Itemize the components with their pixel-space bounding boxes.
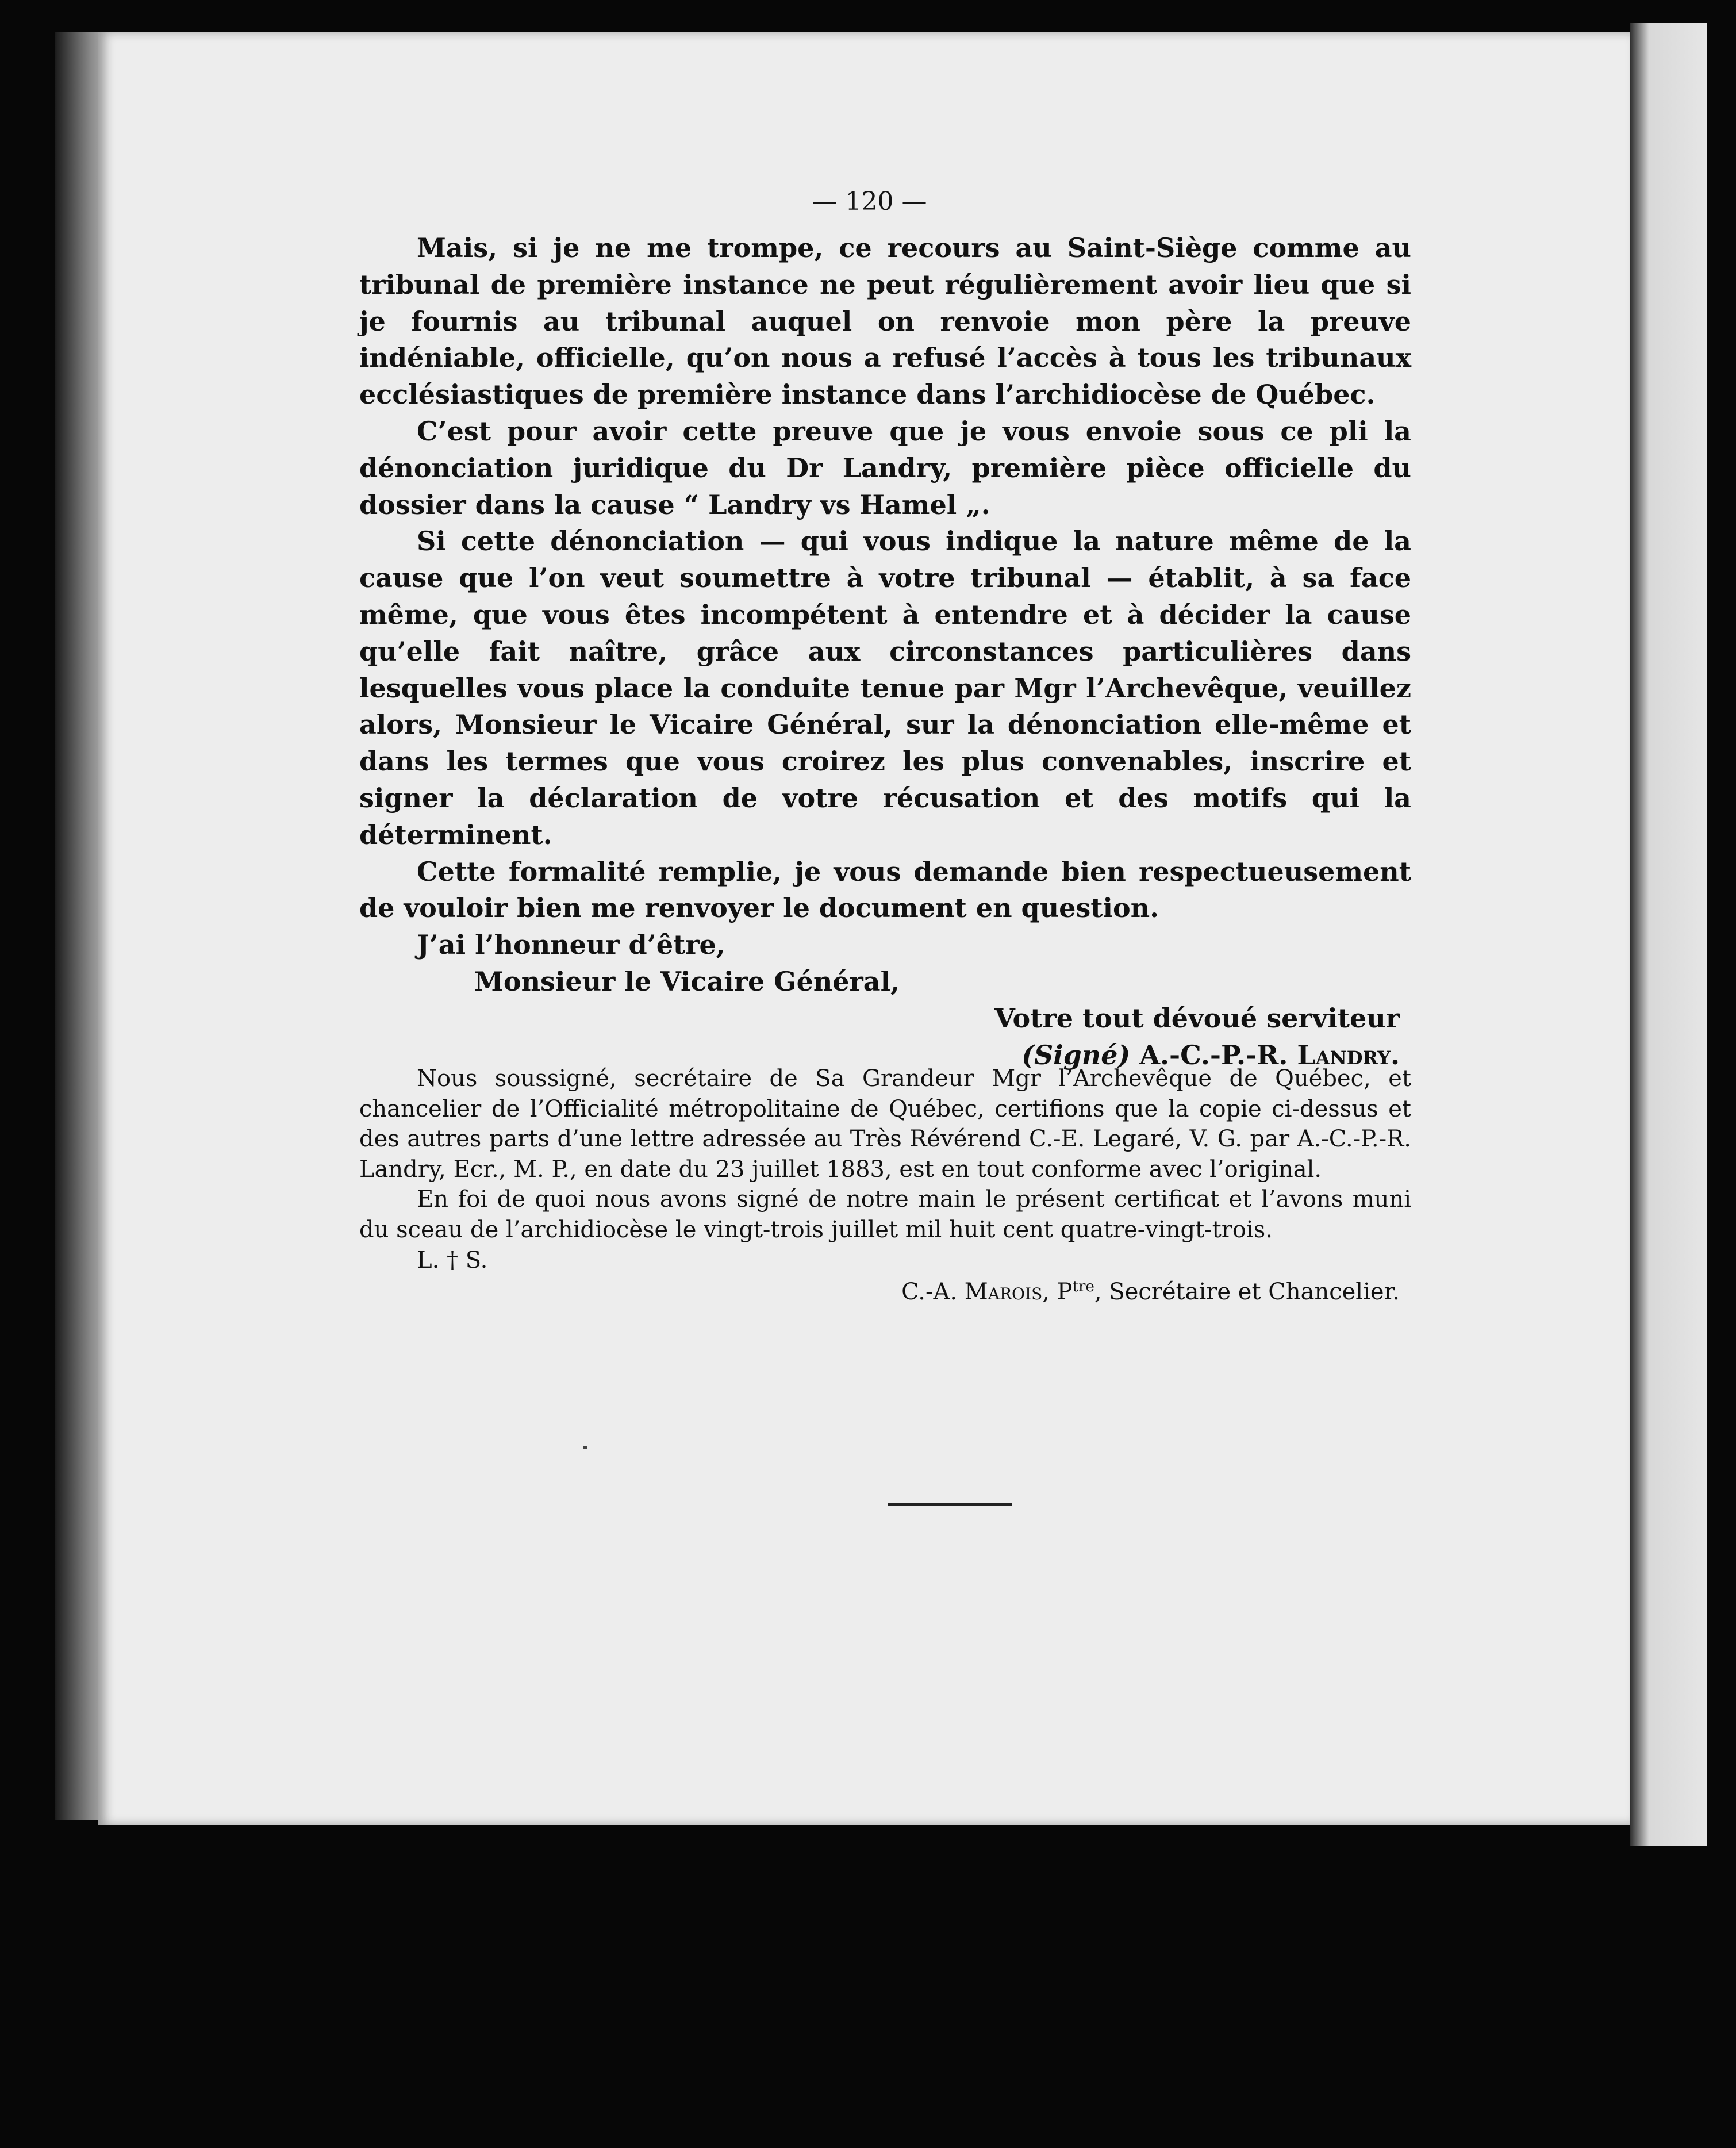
signed-label: (Signé) [1021, 1039, 1131, 1071]
certifier-title-superscript: tre [1072, 1278, 1094, 1296]
letter-valediction: Votre tout dévoué serviteur [994, 1002, 1400, 1034]
letter-paragraph: C’est pour avoir cette preuve que je vous envoie sous ce pli la dénonciation juridique du Dr Landry, première pièce officielle du dossier dans la cause “ Landry vs Hamel „. [359, 415, 1411, 520]
certificate-paragraph: Nous soussigné, secrétaire de Sa Grandeur Mgr l’Archevêque de Québec, et chancelier de l’Officialité métropolitaine de Québec, certifions que la copie ci-dessus et des autres parts d’une lettre adressée au Très Révérend C.-E. Legaré, V. G. par A.-C.-P.-R. Landry, Ecr., M. P., en date du 23 juillet 1883, est en tout conforme avec l’original. [359, 1065, 1411, 1183]
letter-salutation: J’ai l’honneur d’être, [417, 929, 725, 961]
certificate-paragraph: En foi de quoi nous avons signé de notre main le présent certificat et l’avons muni du sceau de l’archidiocèse le vingt-trois juillet mil huit cent quatre-vingt-trois. [359, 1186, 1411, 1243]
letter-body [359, 230, 1411, 1073]
next-page-edge [1630, 23, 1707, 1846]
signer-name: A.-C.-P.-R. Landry. [1139, 1039, 1400, 1071]
certificate-block [359, 1064, 1411, 1307]
certificate-signature [359, 1272, 1411, 1307]
certifier-title-prefix: , P [1042, 1279, 1073, 1306]
certifier-name: C.-A. Marois [901, 1279, 1043, 1306]
closing-rule [888, 1503, 1012, 1506]
letter-paragraph: Si cette dénonciation — qui vous indique la nature même de la cause que l’on veut soumettre à votre tribunal — établit, à sa face même, que vous êtes incompétent à entendre et à décider la cause qu’elle fait naître, grâce aux circonstances particulières dans lesquelles vous place la conduite tenue par Mgr l’Archevêque, veuillez alors, Monsieur le Vicaire Général, sur la dénonciation elle-même et dans les termes que vous croirez les plus convenables, inscrire et signer la déclaration de votre récusation et des motifs qui la déterminent. [359, 526, 1411, 850]
letter-paragraph: Cette formalité remplie, je vous demande bien respectueusement de vouloir bien me renvoyer le document en question. [359, 856, 1411, 924]
letter-paragraph: Mais, si je ne me trompe, ce recours au Saint-Siège comme au tribunal de première instance ne peut régulièrement avoir lieu que si je fournis au tribunal auquel on renvoie mon père la preuve indéniable, officielle, qu’on nous a refusé l’accès à tous les tribunaux ecclésiastiques de première instance dans l’archidiocèse de Québec. [359, 232, 1411, 411]
letter-addressee: Monsieur le Vicaire Général, [474, 965, 900, 997]
seal-mark: L. † S. [417, 1246, 488, 1274]
page-number: — 120 — [812, 187, 927, 216]
certifier-title: , Secrétaire et Chancelier. [1094, 1279, 1400, 1306]
ink-speck [583, 1446, 587, 1449]
